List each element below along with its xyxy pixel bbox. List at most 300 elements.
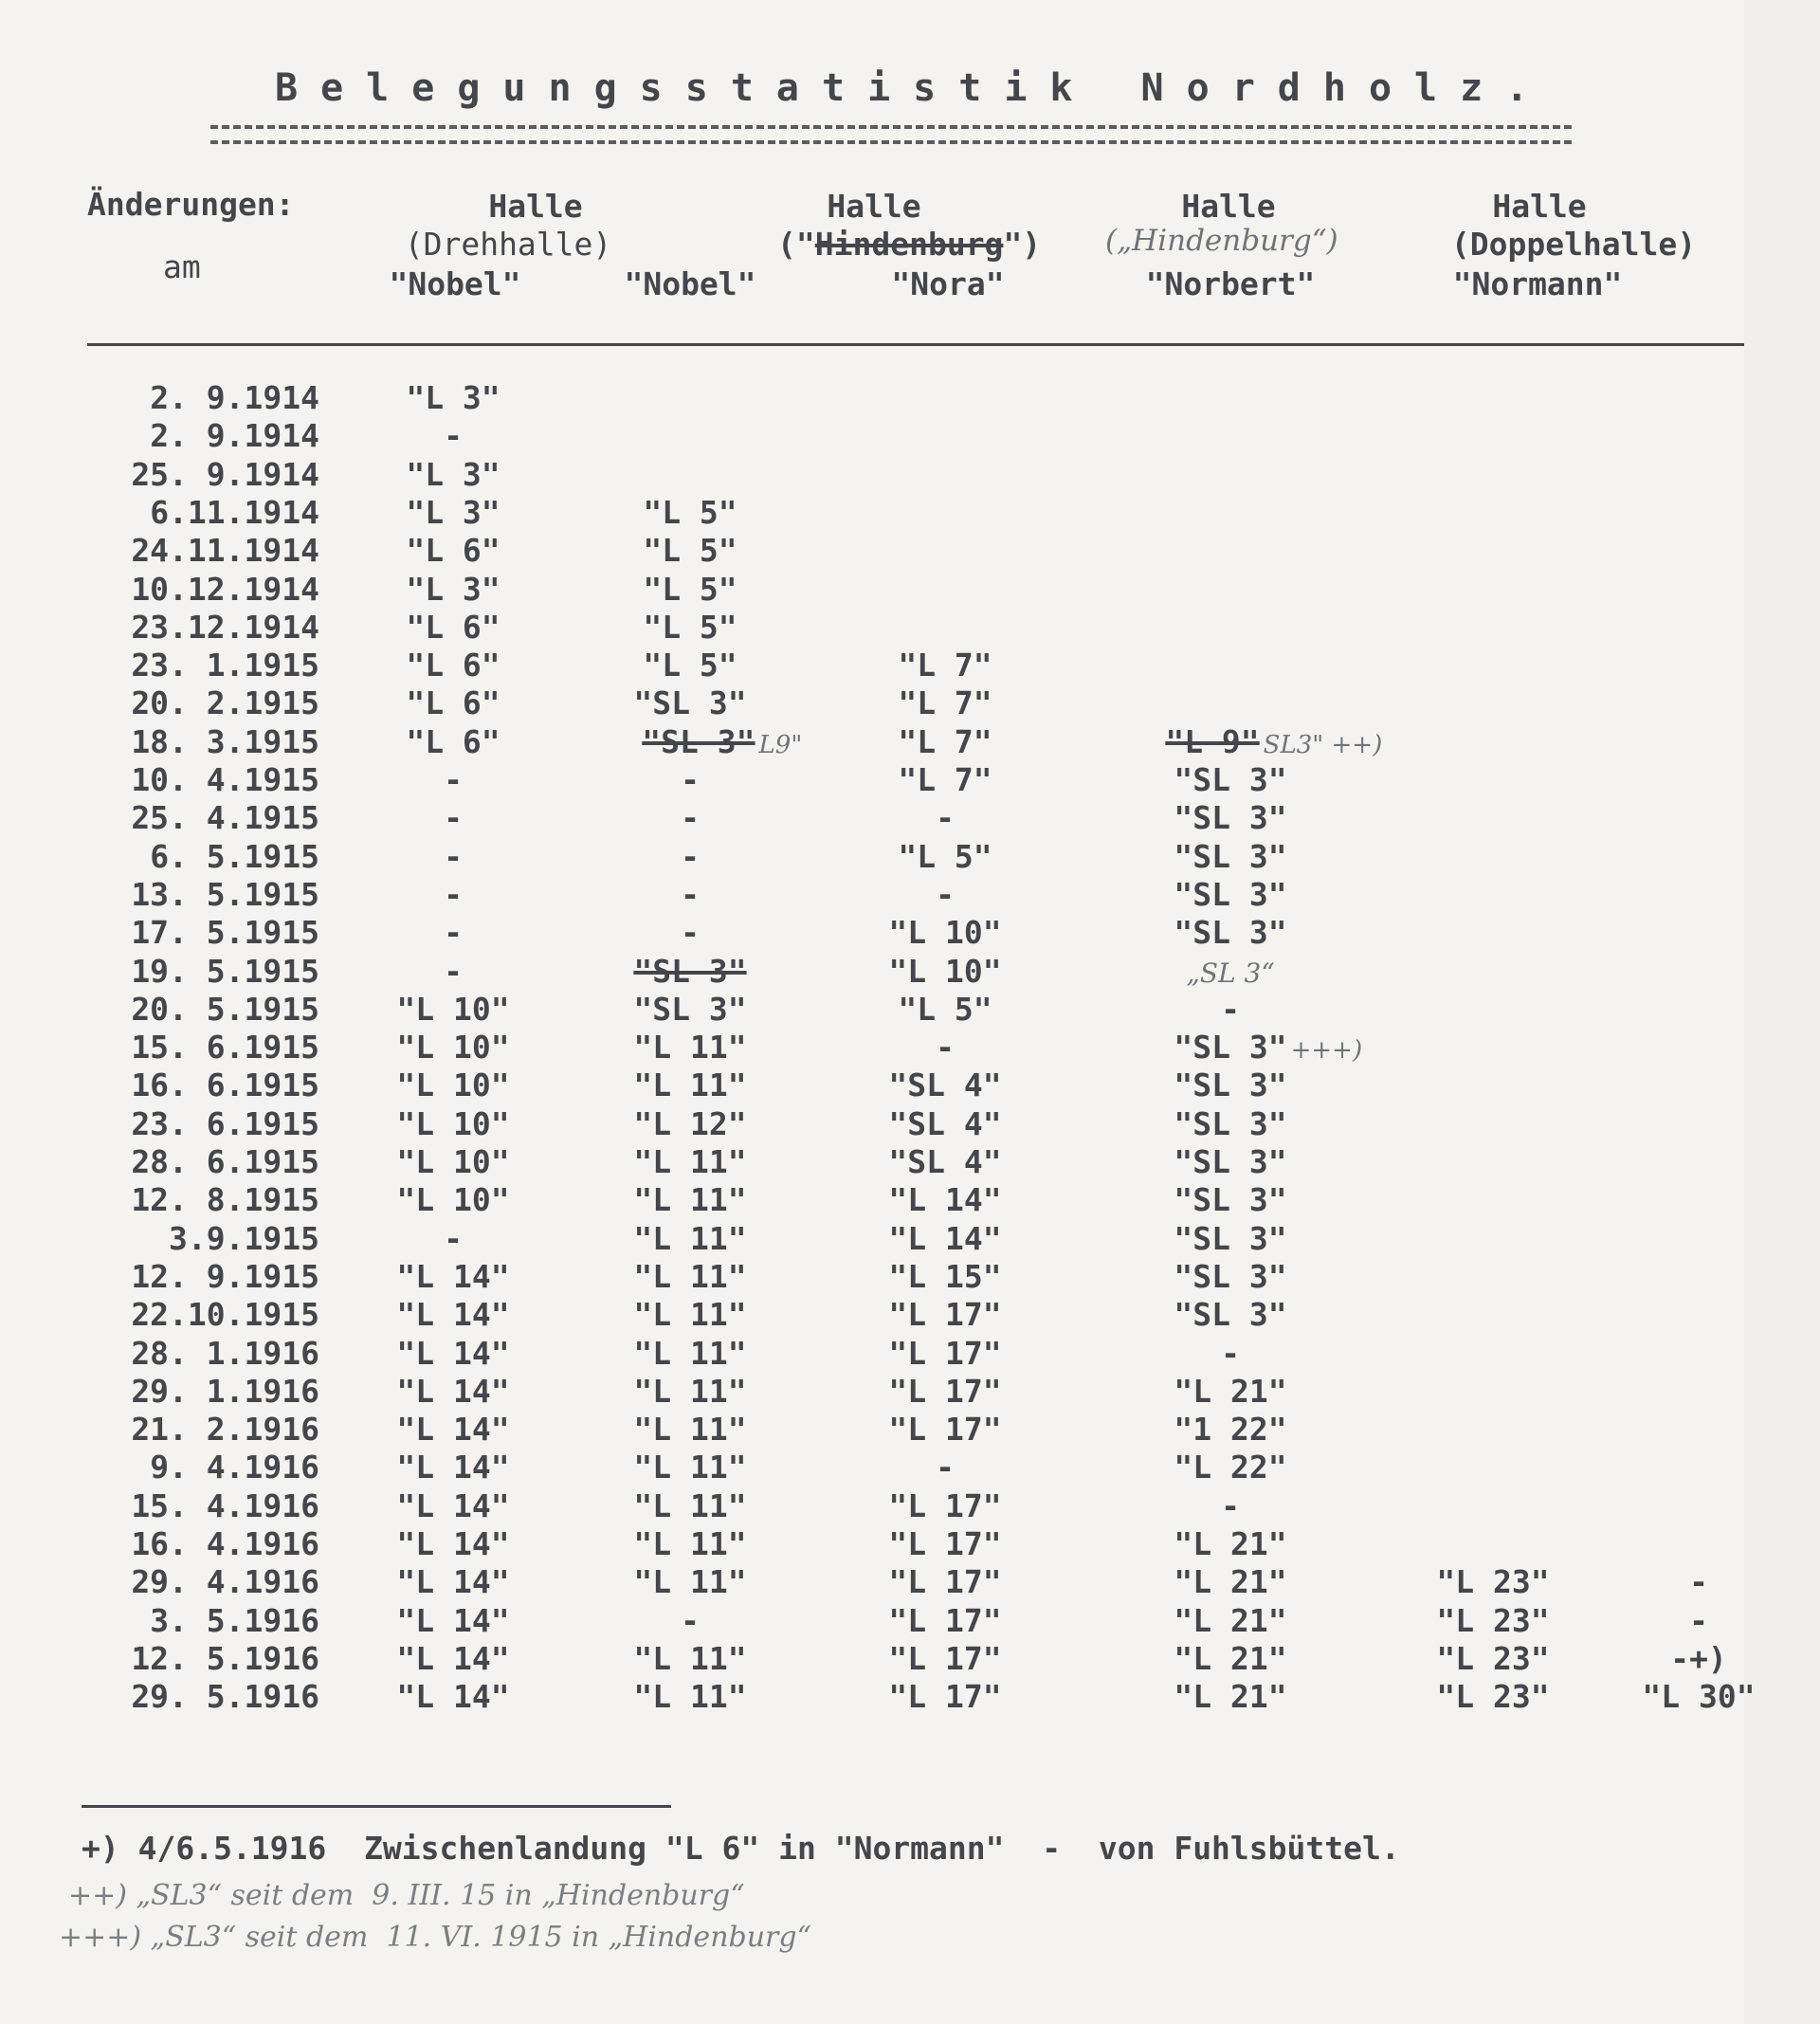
cell-value: "L 9" <box>1165 722 1260 760</box>
cell-value: "L 10" <box>396 1104 510 1142</box>
cell-c3 <box>898 838 992 875</box>
cell-value: - <box>936 875 955 913</box>
cell-value: "L 17" <box>888 1296 1002 1334</box>
cell-value: "SL 3" <box>1174 1143 1287 1180</box>
cell-value: "L 10" <box>888 914 1002 952</box>
cell-c4 <box>1174 1143 1286 1180</box>
cell-c3 <box>888 1258 1001 1295</box>
cell-value: "L 11" <box>633 1563 747 1601</box>
cell-value: "L 7" <box>898 722 992 760</box>
cell-value: - <box>936 1449 955 1486</box>
cell-value: "1 22" <box>1174 1411 1287 1449</box>
cell-c3 <box>888 1487 1001 1524</box>
table-row <box>0 609 1744 647</box>
cell-c3 <box>936 876 955 913</box>
row-date: 18. 3.1915 <box>131 722 319 760</box>
cell-value: "SL 3" <box>1174 761 1287 798</box>
row-date: 21. 2.1916 <box>131 1411 319 1449</box>
cell-value: "L 21" <box>1174 1563 1287 1601</box>
table-row <box>0 953 1744 991</box>
cell-c1 <box>406 684 500 721</box>
cell-c2 <box>633 1411 746 1448</box>
header-nobel-2: "Nobel" <box>624 265 756 302</box>
table-row <box>0 723 1744 761</box>
cell-c1 <box>406 379 500 416</box>
cell-c3 <box>888 914 1001 951</box>
row-date: 6.11.1914 <box>150 493 319 531</box>
header-halle-3: Halle <box>1181 188 1276 225</box>
cell-value: "SL 4" <box>888 1104 1002 1142</box>
cell-c1 <box>444 417 463 454</box>
cell-c2 <box>633 684 746 721</box>
footnote-separator-line <box>82 1805 671 1808</box>
cell-c3 <box>898 723 992 760</box>
cell-c3 <box>898 991 992 1028</box>
cell-c4 <box>1174 1067 1286 1103</box>
cell-value: "SL 3" <box>1174 1219 1287 1257</box>
cell-c4 <box>1174 1181 1286 1218</box>
row-date: 25. 9.1914 <box>131 455 319 493</box>
cell-value: "L 14" <box>396 1525 510 1562</box>
cell-c1 <box>406 494 500 531</box>
table-row <box>0 379 1744 417</box>
cell-c1 <box>396 1602 509 1639</box>
row-date: 9. 4.1916 <box>150 1449 319 1486</box>
cell-c4 <box>1174 1449 1286 1486</box>
cell-c2 <box>633 1487 746 1524</box>
cell-c3 <box>936 1029 955 1066</box>
cell-value: "L 17" <box>888 1678 1002 1716</box>
table-row <box>0 1449 1744 1486</box>
cell-value: "L 3" <box>406 493 500 531</box>
cell-c4 <box>1174 1220 1286 1257</box>
cell-c4 <box>1165 723 1382 760</box>
cell-value: "L 11" <box>633 1296 747 1334</box>
cell-c5 <box>1436 1602 1549 1639</box>
row-date: 29. 4.1916 <box>131 1563 319 1601</box>
cell-value: "L 6" <box>406 722 500 760</box>
cell-value: "L 21" <box>1174 1372 1287 1410</box>
header-normann: "Normann" <box>1452 265 1623 302</box>
cell-value: - <box>936 799 955 837</box>
row-date: 2. 9.1914 <box>150 417 319 455</box>
cell-c2 <box>633 953 746 990</box>
cell-c3 <box>898 647 992 684</box>
table-row <box>0 1181 1744 1219</box>
cell-value: "L 5" <box>643 532 737 570</box>
cell-c2 <box>633 1143 746 1180</box>
row-date: 3. 5.1916 <box>150 1601 319 1639</box>
cell-value: - <box>681 837 700 875</box>
cell-value: "L 6" <box>406 608 500 646</box>
row-date: 12. 9.1915 <box>131 1257 319 1295</box>
row-date: 23. 6.1915 <box>131 1104 319 1142</box>
header-nobel-1: "Nobel" <box>389 265 521 302</box>
cell-c4 <box>1174 1411 1286 1448</box>
cell-value: "L 7" <box>898 684 992 722</box>
header-hindenburg-struck <box>777 226 1041 263</box>
cell-c2 <box>633 1640 746 1677</box>
cell-value: "L 14" <box>396 1678 510 1716</box>
cell-c2 <box>681 799 700 836</box>
cell-value: - <box>681 761 700 798</box>
cell-c3 <box>888 1373 1001 1410</box>
cell-c1 <box>396 1640 509 1677</box>
cell-value: "L 14" <box>396 1601 510 1639</box>
cell-c1 <box>396 1678 509 1715</box>
cell-value: "L 17" <box>888 1334 1002 1372</box>
cell-value: "L 21" <box>1174 1639 1287 1677</box>
cell-value: "SL 3" <box>1174 1029 1287 1067</box>
cell-c4 <box>1174 1678 1286 1715</box>
cell-c3 <box>888 1067 1001 1103</box>
cell-value: "L 5" <box>643 570 737 608</box>
cell-c5 <box>1436 1678 1549 1715</box>
cell-value: "SL 3" <box>1174 799 1287 837</box>
header-date-am: am <box>163 248 201 285</box>
row-date: 12. 8.1915 <box>131 1181 319 1219</box>
cell-c4 <box>1174 914 1286 951</box>
cell-value: - <box>1689 1601 1708 1639</box>
cell-c1 <box>396 1563 509 1600</box>
cell-c1 <box>406 723 500 760</box>
cell-value: "L 21" <box>1174 1678 1287 1716</box>
cell-c2 <box>633 1220 746 1257</box>
row-date: 20. 5.1915 <box>131 990 319 1028</box>
cell-c6 <box>1642 1678 1755 1715</box>
cell-c2 <box>681 838 700 875</box>
cell-c3 <box>888 1525 1001 1562</box>
cell-value: "L 10" <box>396 1029 510 1067</box>
cell-c1 <box>444 1220 463 1257</box>
cell-c1 <box>396 1181 509 1218</box>
header-halle-1: Halle <box>488 188 583 225</box>
cell-value: "L 11" <box>633 1372 747 1410</box>
cell-value: "L 17" <box>888 1639 1002 1677</box>
cell-value: "L 11" <box>633 1486 747 1524</box>
row-date: 28. 1.1916 <box>131 1334 319 1372</box>
cell-value: "L 7" <box>898 647 992 684</box>
table-row <box>0 1525 1744 1563</box>
cell-c2 <box>643 532 737 569</box>
cell-c2 <box>633 1105 746 1142</box>
cell-c1 <box>396 1143 509 1180</box>
cell-value: "L 11" <box>633 1257 747 1295</box>
hindenburg-open-paren: (" <box>777 226 815 263</box>
cell-c2 <box>643 571 737 608</box>
cell-c3 <box>936 1449 955 1486</box>
cell-value: - <box>444 875 463 913</box>
row-date: 10. 4.1915 <box>131 761 319 798</box>
cell-value: - <box>444 417 463 455</box>
cell-c3 <box>888 1220 1001 1257</box>
cell-handwritten-annotation: SL3" ++) <box>1263 730 1383 759</box>
cell-c1 <box>396 1449 509 1486</box>
cell-value: "SL 3" <box>1174 914 1287 952</box>
cell-value: "L 14" <box>888 1181 1002 1219</box>
row-date: 10.12.1914 <box>131 570 319 608</box>
cell-value: - <box>444 837 463 875</box>
table-row <box>0 799 1744 837</box>
cell-c1 <box>396 991 509 1028</box>
cell-c1 <box>406 609 500 646</box>
cell-value: "L 14" <box>396 1449 510 1486</box>
cell-value: "L 5" <box>643 493 737 531</box>
cell-value: "L 11" <box>633 1334 747 1372</box>
hindenburg-struck-text: Hindenburg <box>814 226 1004 263</box>
cell-c3 <box>888 1602 1001 1639</box>
cell-value: - <box>1221 1334 1240 1372</box>
table-row <box>0 494 1744 532</box>
row-date: 16. 6.1915 <box>131 1067 319 1104</box>
table-row <box>0 1602 1744 1640</box>
cell-c3 <box>898 684 992 721</box>
table-row <box>0 1335 1744 1373</box>
cell-value: "L 14" <box>396 1411 510 1449</box>
cell-c2 <box>633 1563 746 1600</box>
cell-value: "L 17" <box>888 1411 1002 1449</box>
cell-c3 <box>888 1296 1001 1333</box>
cell-c4 <box>1174 1563 1286 1600</box>
cell-c2 <box>633 1678 746 1715</box>
cell-c4 <box>1174 1105 1286 1142</box>
cell-value: "SL 3" <box>633 990 747 1028</box>
table-row <box>0 647 1744 684</box>
row-date: 13. 5.1915 <box>131 875 319 913</box>
cell-c4 <box>1174 761 1286 798</box>
cell-c4 <box>1174 1296 1286 1333</box>
handwritten-note-2: +++) „SL3“ seit dem 11. VI. 1915 in „Hindenburg“ <box>59 1921 811 1954</box>
cell-value: "L 14" <box>396 1257 510 1295</box>
cell-value: "L 6" <box>406 684 500 722</box>
header-separator-line <box>87 343 1744 346</box>
cell-value: -+) <box>1670 1639 1727 1677</box>
cell-c1 <box>444 876 463 913</box>
cell-c1 <box>444 953 463 990</box>
cell-value: - <box>444 799 463 837</box>
cell-value: "L 23" <box>1436 1601 1550 1639</box>
cell-value: "L 30" <box>1642 1678 1756 1716</box>
cell-value: "L 14" <box>396 1563 510 1601</box>
cell-value: "L 3" <box>406 455 500 493</box>
cell-value: - <box>1689 1563 1708 1601</box>
cell-c2 <box>681 914 700 951</box>
cell-c4 <box>1221 1335 1240 1372</box>
cell-value: "L 14" <box>396 1639 510 1677</box>
table-row <box>0 1143 1744 1181</box>
cell-c1 <box>444 761 463 798</box>
cell-c1 <box>444 838 463 875</box>
row-date: 6. 5.1915 <box>150 837 319 875</box>
table-row <box>0 1411 1744 1449</box>
cell-value: "SL 3" <box>642 722 755 760</box>
cell-c3 <box>888 953 1001 990</box>
cell-c1 <box>396 1335 509 1372</box>
cell-c4 <box>1174 1029 1362 1066</box>
row-date: 16. 4.1916 <box>131 1525 319 1562</box>
header-hindenburg-handwritten: („Hindenburg“) <box>1105 224 1338 258</box>
cell-value: "L 11" <box>633 1143 747 1180</box>
cell-c3 <box>888 1143 1001 1180</box>
cell-value: "SL 3" <box>1174 1296 1287 1334</box>
hindenburg-close-paren: ") <box>1003 226 1042 263</box>
row-date: 23.12.1914 <box>131 608 319 646</box>
row-date: 23. 1.1915 <box>131 647 319 684</box>
cell-c5 <box>1436 1563 1549 1600</box>
row-date: 20. 2.1915 <box>131 684 319 722</box>
cell-c1 <box>406 571 500 608</box>
cell-handwritten-annotation: L9" <box>758 730 803 759</box>
cell-c1 <box>396 1525 509 1562</box>
row-date: 24.11.1914 <box>131 532 319 570</box>
cell-value: "L 10" <box>396 990 510 1028</box>
cell-value: "SL 3" <box>1174 1257 1287 1295</box>
table-row <box>0 1373 1744 1411</box>
cell-value: "SL 3" <box>1174 1067 1287 1104</box>
cell-c1 <box>396 1067 509 1103</box>
cell-value: "L 7" <box>898 761 992 798</box>
cell-value: "SL 3" <box>1174 875 1287 913</box>
cell-c4 <box>1221 991 1240 1028</box>
cell-value: "L 10" <box>396 1181 510 1219</box>
cell-value: - <box>444 914 463 952</box>
table-row <box>0 914 1744 952</box>
cell-value: "L 10" <box>396 1143 510 1180</box>
cell-c2 <box>681 1602 700 1639</box>
cell-value: "L 15" <box>888 1257 1002 1295</box>
cell-c3 <box>888 1640 1001 1677</box>
table-row <box>0 532 1744 570</box>
cell-value: "L 17" <box>888 1563 1002 1601</box>
cell-c1 <box>396 1296 509 1333</box>
cell-value: "L 17" <box>888 1601 1002 1639</box>
header-drehhalle: (Drehhalle) <box>404 226 612 263</box>
cell-c2 <box>633 1373 746 1410</box>
cell-c3 <box>936 799 955 836</box>
cell-value: - <box>444 761 463 798</box>
cell-c2 <box>643 494 737 531</box>
cell-c2 <box>633 1258 746 1295</box>
table-row <box>0 761 1744 799</box>
cell-c1 <box>396 1411 509 1448</box>
cell-value: - <box>1221 1486 1240 1524</box>
cell-value: "L 11" <box>633 1411 747 1449</box>
cell-c2 <box>633 1067 746 1103</box>
cell-value: - <box>681 799 700 837</box>
header-halle-2: Halle <box>827 188 921 225</box>
cell-value: "L 14" <box>396 1372 510 1410</box>
cell-value: - <box>681 914 700 952</box>
row-date: 3.9.1915 <box>169 1219 319 1257</box>
cell-value: "L 11" <box>633 1449 747 1486</box>
document-title: Belegungsstatistik Nordholz. <box>275 66 1552 110</box>
row-date: 19. 5.1915 <box>131 952 319 990</box>
table-row <box>0 1487 1744 1525</box>
cell-c5 <box>1436 1640 1549 1677</box>
cell-value: "L 5" <box>643 608 737 646</box>
cell-value: "L 5" <box>898 990 992 1028</box>
row-date: 29. 1.1916 <box>131 1372 319 1410</box>
cell-c2 <box>633 1296 746 1333</box>
cell-c4 <box>1174 838 1286 875</box>
table-row <box>0 571 1744 609</box>
cell-value: "SL 3" <box>1174 837 1287 875</box>
cell-value: "L 11" <box>633 1525 747 1562</box>
cell-value: "L 23" <box>1436 1678 1550 1716</box>
cell-value: "SL 4" <box>888 1143 1002 1180</box>
cell-value: "SL 4" <box>888 1067 1002 1104</box>
cell-value: "L 3" <box>406 379 500 416</box>
cell-handwritten-annotation: +++) <box>1290 1036 1363 1066</box>
cell-c1 <box>406 532 500 569</box>
cell-value: "L 11" <box>633 1067 747 1104</box>
cell-c1 <box>396 1029 509 1066</box>
cell-value: "L 14" <box>396 1334 510 1372</box>
cell-c4 <box>1174 799 1286 836</box>
cell-value: "L 17" <box>888 1525 1002 1562</box>
cell-c2 <box>633 1525 746 1562</box>
table-row <box>0 1105 1744 1143</box>
row-date: 15. 6.1915 <box>131 1029 319 1067</box>
row-date: 29. 5.1916 <box>131 1678 319 1716</box>
cell-c1 <box>406 456 500 493</box>
cell-value: "SL 3" <box>633 684 747 722</box>
cell-c3 <box>898 761 992 798</box>
footnote-typed: +) 4/6.5.1916 Zwischenlandung "L 6" in "Normann" - von Fuhlsbüttel. <box>82 1830 1400 1867</box>
cell-c4 <box>1174 1602 1286 1639</box>
cell-value: "L 17" <box>888 1372 1002 1410</box>
table-row <box>0 876 1744 914</box>
cell-c3 <box>888 1563 1001 1600</box>
cell-value: "L 23" <box>1436 1563 1550 1601</box>
header-doppelhalle: (Doppelhalle) <box>1450 226 1697 263</box>
cell-c6 <box>1670 1640 1727 1677</box>
cell-value: "L 21" <box>1174 1525 1287 1562</box>
row-date: 28. 6.1915 <box>131 1143 319 1180</box>
cell-c4 <box>1174 876 1286 913</box>
cell-c6 <box>1689 1602 1708 1639</box>
row-date: 17. 5.1915 <box>131 914 319 952</box>
handwritten-note-1: ++) „SL3“ seit dem 9. III. 15 in „Hindenburg“ <box>68 1879 745 1912</box>
cell-value: - <box>444 952 463 990</box>
row-date: 15. 4.1916 <box>131 1486 319 1524</box>
cell-value: "L 11" <box>633 1678 747 1716</box>
cell-c2 <box>681 761 700 798</box>
cell-c3 <box>888 1335 1001 1372</box>
header-halle-4: Halle <box>1492 188 1587 225</box>
cell-value: "L 14" <box>396 1486 510 1524</box>
cell-value: - <box>444 1219 463 1257</box>
cell-c3 <box>888 1678 1001 1715</box>
cell-value: "L 14" <box>888 1219 1002 1257</box>
table-row <box>0 991 1744 1029</box>
cell-value: - <box>936 1029 955 1067</box>
table-row <box>0 1029 1744 1067</box>
cell-c1 <box>396 1258 509 1295</box>
cell-value: "L 5" <box>643 647 737 684</box>
cell-c2 <box>642 723 802 760</box>
cell-c1 <box>406 647 500 684</box>
cell-c4 <box>1186 953 1274 990</box>
table-row <box>0 1258 1744 1296</box>
cell-value: "L 11" <box>633 1639 747 1677</box>
cell-c3 <box>888 1411 1001 1448</box>
cell-value: "L 21" <box>1174 1601 1287 1639</box>
cell-c4 <box>1174 1373 1286 1410</box>
cell-c2 <box>643 609 737 646</box>
cell-c2 <box>633 1335 746 1372</box>
cell-c2 <box>681 876 700 913</box>
